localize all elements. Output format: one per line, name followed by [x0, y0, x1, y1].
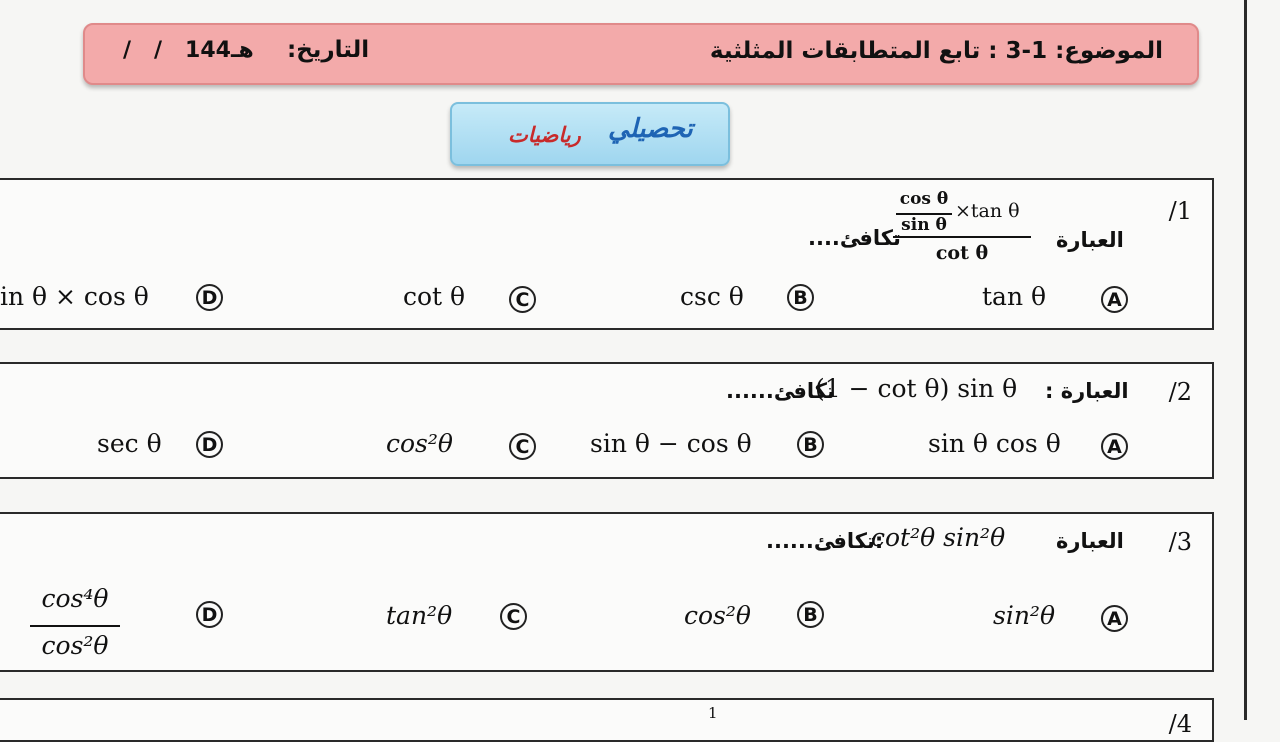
option-b-circle[interactable]: B [797, 601, 824, 628]
question-number: /3 [1168, 528, 1192, 556]
option-c-circle[interactable]: C [509, 433, 536, 460]
question-1-box [0, 178, 1214, 330]
question-suffix: تكافئ...... [726, 379, 835, 403]
option-d-text[interactable]: sec θ [97, 429, 162, 458]
option-d-text[interactable]: in θ × cos θ [0, 282, 149, 311]
option-c-text[interactable]: tan²θ [386, 601, 453, 630]
option-a-text[interactable]: sin²θ [993, 601, 1055, 630]
question-2-expression: (1 − cot θ) sin θ [815, 374, 1018, 403]
question-3-box [0, 512, 1214, 672]
option-b-text[interactable]: cos²θ [684, 601, 751, 630]
question-suffix: تكافئ.... [808, 226, 901, 250]
main-fraction-line [893, 236, 1031, 238]
option-d-denominator: cos²θ [41, 631, 109, 660]
option-d-numerator: cos⁴θ [41, 584, 109, 613]
option-a-circle[interactable]: A [1101, 286, 1128, 313]
question-4-box [0, 698, 1214, 742]
logo-word-tahsili: تحصيلي [608, 114, 693, 144]
header-date-label: التاريخ: [287, 37, 370, 63]
option-a-text[interactable]: tan θ [982, 282, 1047, 311]
option-b-text[interactable]: csc θ [680, 282, 744, 311]
option-d-circle[interactable]: D [196, 431, 223, 458]
inner-numerator: cos θ [899, 189, 949, 209]
header-subject: الموضوع: 1-3 : تابع المتطابقات المثلثية [709, 38, 1163, 64]
option-a-text[interactable]: sin θ cos θ [928, 429, 1061, 458]
logo-word-riyadiyat: رياضيات [508, 122, 581, 147]
main-denominator: cot θ [935, 242, 989, 264]
question-4-superscript: 1 [708, 704, 718, 722]
option-c-circle[interactable]: C [509, 286, 536, 313]
question-3-expression: cot²θ sin²θ [871, 523, 1006, 552]
option-d-circle[interactable]: D [196, 284, 223, 311]
option-c-circle[interactable]: C [500, 603, 527, 630]
option-d-fraction-line [30, 625, 120, 627]
worksheet-header [83, 23, 1199, 85]
question-2-box [0, 362, 1214, 479]
option-a-circle[interactable]: A [1101, 433, 1128, 460]
page-border-right [1244, 0, 1247, 720]
question-number: /1 [1168, 197, 1192, 225]
question-label: العبارة [1056, 228, 1124, 252]
option-b-circle[interactable]: B [797, 431, 824, 458]
question-number: /2 [1168, 378, 1192, 406]
option-c-text[interactable]: cos²θ [386, 429, 453, 458]
times-tan: ×tan θ [955, 200, 1020, 222]
header-date-value: / / 144هـ [123, 38, 254, 63]
question-suffix: :تكافئ...... [766, 529, 884, 553]
option-a-circle[interactable]: A [1101, 605, 1128, 632]
option-c-text[interactable]: cot θ [403, 282, 466, 311]
option-b-circle[interactable]: B [787, 284, 814, 311]
tahsili-logo [450, 102, 730, 166]
option-d-circle[interactable]: D [196, 601, 223, 628]
question-number: /4 [1168, 710, 1192, 738]
question-label: العبارة : [1045, 379, 1129, 403]
question-label: العبارة [1056, 529, 1124, 553]
option-b-text[interactable]: sin θ − cos θ [590, 429, 752, 458]
inner-denominator: sin θ [901, 215, 947, 235]
